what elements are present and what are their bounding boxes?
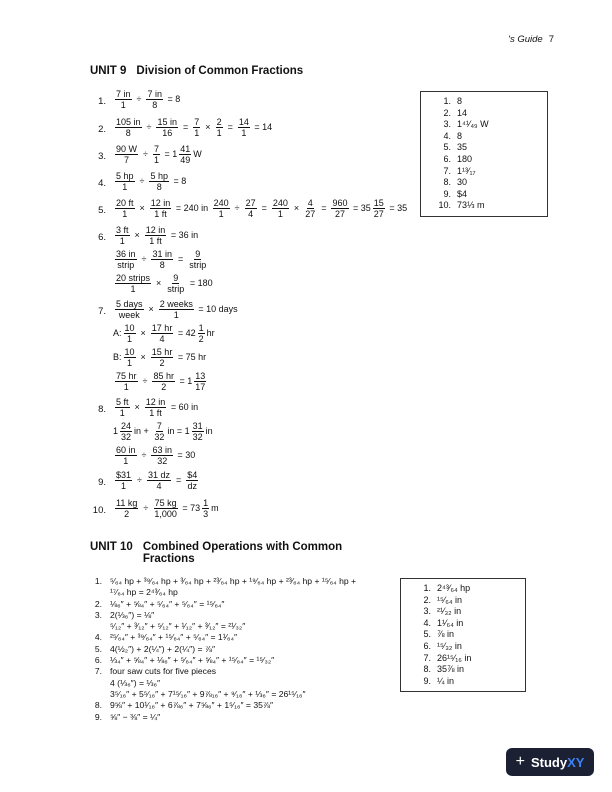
- answer-row: 1. 2⁴³⁄₆₄ hp: [423, 583, 471, 593]
- work-line: 3⁵⁄₁₆″ + 5⁵⁄₁₆″ + 7¹⁵⁄₁₆″ + 9⅞₁₆″ + ⁹⁄₁₆″ + ⅓₆″ = 26¹⁵⁄₁₆″: [110, 688, 306, 699]
- unit9-label: UNIT 9: [90, 65, 127, 77]
- page-header: [508, 34, 554, 45]
- work-line: 4 (⅓₆″) = ⅓₆″: [110, 677, 161, 688]
- work-line-10: $\frac{11 kg}{2}$ ÷ $\frac{75 kg}{1,000}$ = 73 $\frac{1}{3}$ m: [116, 498, 219, 519]
- answer-row: 1. 8: [443, 96, 463, 106]
- problem-number: 3.: [98, 151, 106, 162]
- unit10-work: [88, 576, 388, 723]
- badge-label: StudyXY: [530, 754, 585, 770]
- answer-row: 3. ²¹⁄₃₂ in: [423, 606, 462, 617]
- answer-row: 7. 1¹³⁄₁₇: [443, 165, 476, 176]
- answer-row: 8. 30: [443, 177, 468, 188]
- work-line-3: $\frac{90 W}{7}$ ÷ $\frac{7}{1}$ = 1 $\frac{41}{49}$ W: [116, 144, 202, 165]
- answer-row: 6. ¹⁵⁄₃₂ in: [423, 640, 462, 651]
- work-line: 9. ⅝″ − ⅜″ = ¼″: [94, 711, 161, 722]
- problem-number: 8.: [98, 404, 106, 415]
- problem-number: 5.: [98, 205, 106, 216]
- work-line: 7. four saw cuts for five pieces: [94, 666, 217, 677]
- answer-row: 5. 35: [443, 142, 468, 153]
- answer-row: 5. ⅞ in: [423, 629, 455, 640]
- answer-row: 8. 35⅞ in: [423, 664, 465, 675]
- problem-number: 6.: [98, 232, 106, 243]
- work-line-4: $\frac{5 hp}{1}$ ÷ $\frac{5 hp}{8}$ = 8: [116, 171, 187, 192]
- problem-number: 4.: [98, 178, 106, 189]
- guide-label: 's Guide: [508, 34, 543, 45]
- answer-row: 3. 1⁴¹⁄₄₉ W: [443, 119, 489, 130]
- answer-row: 4. 8: [443, 130, 463, 141]
- answer-row: 2. 14: [443, 107, 468, 118]
- work-line-8a: $\frac{5 ft}{1}$ × $\frac{12 in}{1 ft}$ = 60 in: [116, 397, 199, 418]
- answer-row: 7. 26¹⁵⁄₁₆ in: [423, 652, 472, 663]
- problem-number: 1.: [98, 96, 106, 107]
- answer-row: 9. $4: [443, 188, 468, 199]
- work-line-2: $\frac{105 in}{8}$ ÷ $\frac{15 in}{16}$ = $\frac{7}{1}$ × $\frac{2}{1}$ = $\frac{14}{1}$ = 14: [116, 117, 273, 138]
- problem-number: 2.: [98, 124, 106, 135]
- work-line: 8. 9⅝″ + 10¹⁄₁₆″ + 6⅞₆″ + 7⅝₆″ + 1⁵⁄₁₆″ = 35⅞″: [94, 700, 274, 711]
- work-line-7b: A: $\frac{10}{1}$ × $\frac{17 hr}{4}$ = 42 $\frac{1}{2}$ hr: [113, 323, 215, 344]
- unit9-title: Division of Common Fractions: [136, 65, 304, 77]
- work-line-6b: $\frac{36 in}{\text{strip}}$ ÷ $\frac{31 in}{8}$ = $\frac{9}{\text{strip}}$: [116, 249, 207, 270]
- page-number: 7: [548, 34, 554, 45]
- answer-row: 10. 73⅓ m: [438, 200, 485, 211]
- work-line-9: $\frac{\$31}{1}$ ÷ $\frac{31 dz}{4}$ = $\frac{\$4}{dz}$: [116, 470, 198, 491]
- work-line: 6. ⅓₄″ + ⅝₄″ + ⅛₆″ + ⁵⁄₆₄″ + ⅝₄″ + ¹⁵⁄₆₄″ = ¹⁵⁄₃₂″: [94, 655, 275, 666]
- answer-row: 4. 1¹⁄₆₄ in: [423, 617, 464, 628]
- work-line: ⁵⁄₁₂″ + ³⁄₁₂″ + ⁵⁄₁₂″ + ¹⁄₁₂″ + ³⁄₁₂″ = ²¹⁄₃₂″: [110, 621, 246, 632]
- answer-row: 6. 180: [443, 153, 473, 164]
- work-line: 1. ⁵⁄₆₄ hp + ³⁹⁄₆₄ hp + ³⁄₆₄ hp + ²³⁄₆₄ hp + ¹⁹⁄₆₄ hp + ²³⁄₆₄ hp + ¹⁵⁄₆₄ hp +: [94, 576, 357, 586]
- studyxy-badge[interactable]: [506, 748, 594, 776]
- work-line-1: $\frac{7 in}{1}$ ÷ $\frac{7 in}{8}$ = 8: [116, 89, 181, 110]
- unit10-heading: [90, 541, 390, 565]
- work-line: 3. 2(⅓₆″) = ⅛″: [94, 609, 155, 620]
- work-line-6c: $\frac{\text{20 strips}}{1}$ × $\frac{9}{\text{strip}}$ = 180: [116, 273, 213, 294]
- unit9-answer-box: [420, 91, 548, 217]
- work-line-5: $\frac{20 ft}{1}$ × $\frac{12 in}{1 ft}$ = 240 in $\frac{240}{1}$ ÷ $\frac{27}{4}$ = $\frac{240}{1}$ × $\frac{4}{27}$ = $\frac{960}{27}$ = 35 $\frac{15}{27}$ = 35: [116, 198, 408, 219]
- unit10-answer-box: [400, 578, 526, 692]
- problem-number: 9.: [98, 477, 106, 488]
- unit10-title: Combined Operations with Common Fractions: [142, 541, 343, 565]
- work-line-6a: $\frac{3 ft}{1}$ × $\frac{12 in}{1 ft}$ = 36 in: [116, 225, 199, 246]
- work-line-7c: B: $\frac{10}{1}$ × $\frac{15 hr}{2}$ = 75 hr: [113, 347, 207, 368]
- work-line: 2. ⅛₆″ + ⅝₄″ + ⁵⁄₆₄″ + ⁵⁄₆₄″ = ¹⁵⁄₆₄″: [94, 598, 225, 609]
- answer-row: 9. ¼ in: [423, 675, 455, 686]
- work-line-8c: $\frac{60 in}{1}$ ÷ $\frac{63 in}{32}$ = 30: [116, 445, 196, 466]
- work-line: ¹⁷⁄₆₄ hp = 2⁴³⁄₆₄ hp: [110, 587, 178, 598]
- answer-row: 2. ¹⁵⁄₆₄ in: [423, 594, 463, 605]
- work-line-7d: $\frac{75 hr}{1}$ ÷ $\frac{85 hr}{2}$ = 1 $\frac{13}{17}$: [116, 371, 206, 392]
- work-line-8b: 1 $\frac{24}{32}$ in + $\frac{7}{32}$ in = 1 $\frac{31}{32}$ in: [113, 421, 213, 442]
- problem-number: 10.: [92, 505, 106, 516]
- work-line: 5. 4(½₂″) + 2(¼″) + 2(¼″) = ⅞″: [94, 643, 216, 654]
- problem-number: 7.: [98, 306, 106, 317]
- work-line-7a: $\frac{\text{5 days}}{\text{week}}$ × $\frac{\text{2 weeks}}{1}$ = 10 days: [116, 299, 238, 320]
- unit9-heading: [90, 65, 303, 77]
- unit10-label: UNIT 10: [90, 541, 133, 553]
- work-line: 4. ²⁵⁄₆₄″ + ³⁹⁄₆₄″ + ¹⁵⁄₆₄″ + ⁵⁄₆₄″ = 1¹⁄₆₄″: [94, 632, 238, 643]
- plus-icon: +: [515, 753, 525, 770]
